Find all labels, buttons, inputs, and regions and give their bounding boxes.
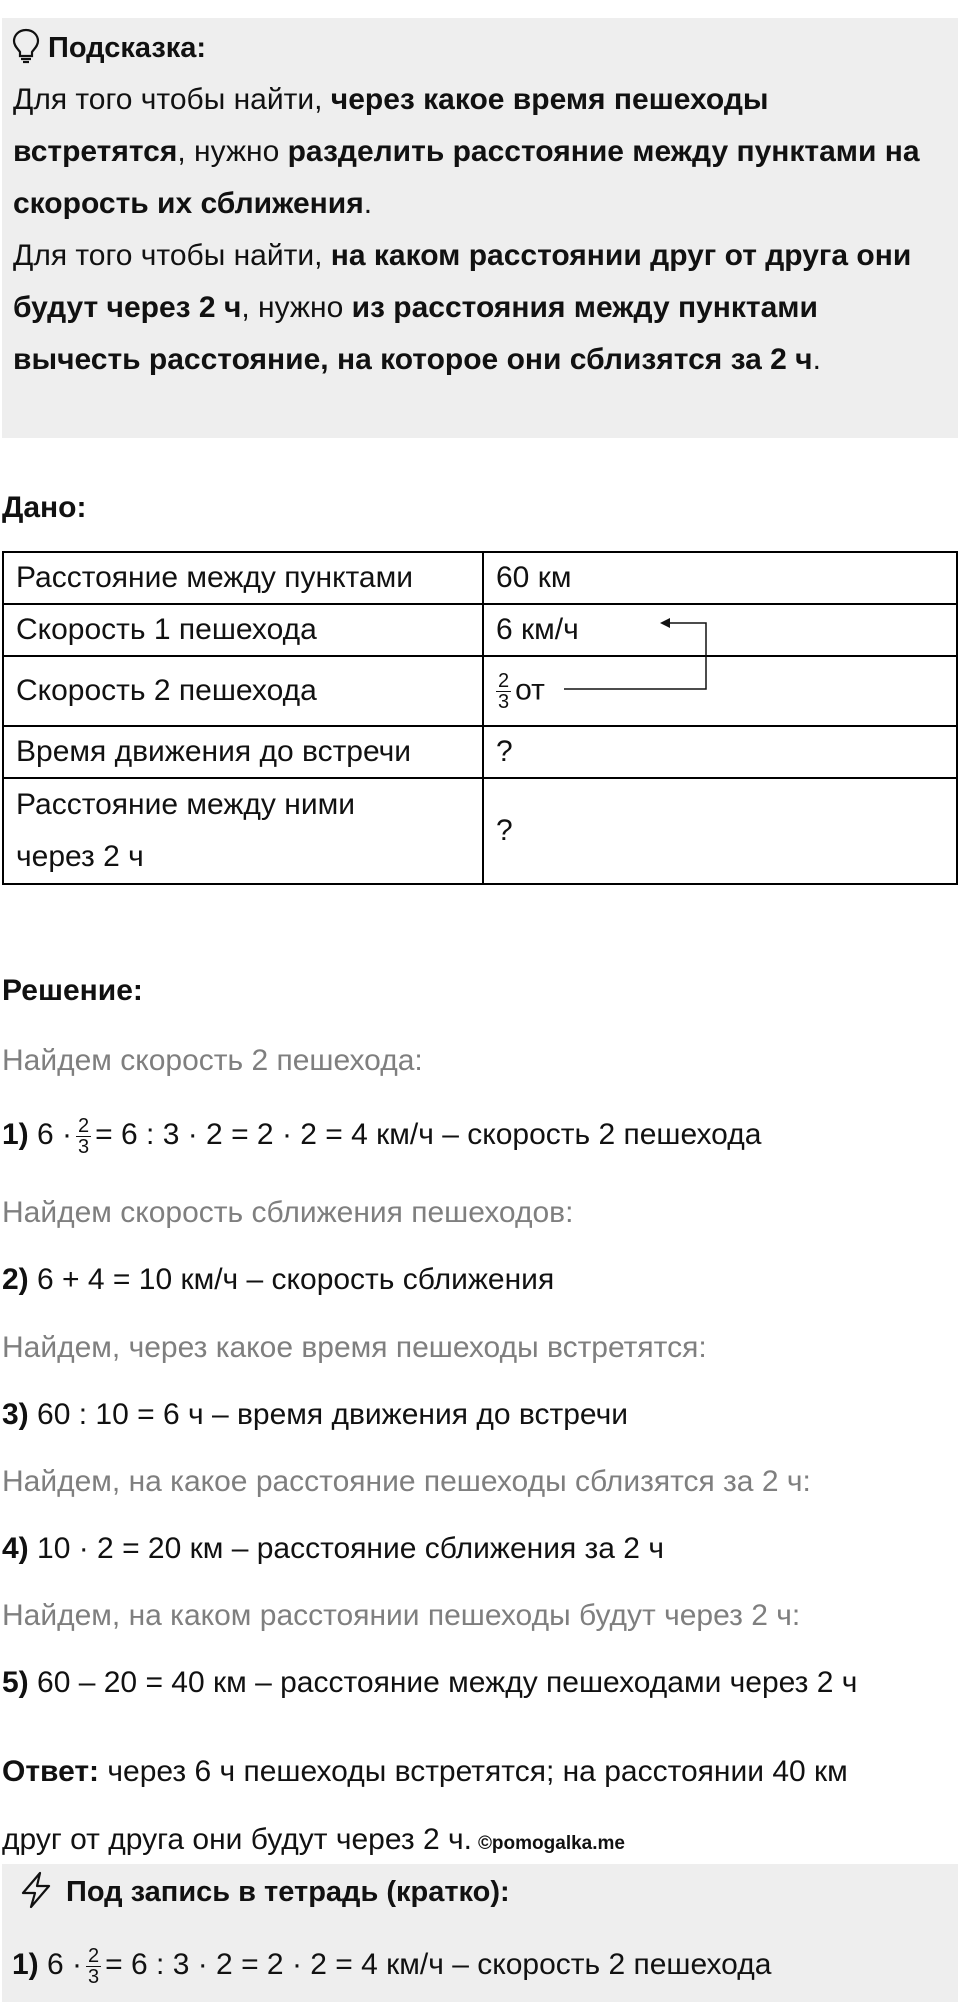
fraction-denominator: 3	[498, 690, 510, 713]
credit-watermark: ©pomogalka.me	[477, 1833, 625, 1854]
answer-text: через 6 ч пешеходы встретятся; на расстоянии 40 км	[99, 1755, 848, 1788]
given-value-cell: ?	[483, 726, 957, 778]
notes-header	[16, 1870, 510, 1914]
hint-paragraph-1	[13, 74, 948, 230]
hint-text-span: Для того чтобы найти,	[13, 239, 331, 272]
table-row	[3, 778, 957, 884]
hint-text	[13, 74, 948, 386]
fraction	[76, 1116, 91, 1157]
step5-line	[2, 1661, 857, 1705]
hint-text-span: Для того чтобы найти,	[13, 83, 331, 116]
step-number: 5)	[2, 1666, 29, 1699]
fraction-numerator: 2	[88, 1944, 100, 1967]
given-label-cell: Скорость 1 пешехода	[3, 604, 483, 656]
solution-heading: Решение:	[2, 974, 143, 1007]
answer-label: Ответ:	[2, 1755, 100, 1788]
step1-hint: Найдем скорость 2 пешехода:	[2, 1044, 423, 1077]
notes-line-1	[12, 1943, 771, 1987]
given-label-cell: Скорость 2 пешехода	[3, 656, 483, 726]
step2-line	[2, 1258, 554, 1302]
fraction-denominator: 3	[88, 1965, 100, 1988]
hint-text-span: .	[363, 187, 373, 220]
step3-line	[2, 1393, 628, 1437]
given-value-cell: 6 км/ч	[483, 604, 957, 656]
hint-text-span: , нужно	[177, 135, 288, 168]
lightning-icon	[16, 1870, 56, 1915]
table-row	[3, 726, 957, 778]
step-text: 6 + 4 = 10 км/ч – скорость сближения	[28, 1263, 555, 1296]
step4-hint: Найдем, на какое расстояние пешеходы сблизятся за 2 ч:	[2, 1465, 811, 1498]
step-text: = 6 : 3 · 2 = 2 · 2 = 4 км/ч – скорость 2 пешехода	[105, 1948, 772, 1981]
given-value-text: от	[515, 672, 545, 706]
table-row	[3, 656, 957, 726]
hint-bold-span: из расстояния между пунктами вычесть расстояние, на которое они сблизятся за 2 ч	[13, 291, 818, 376]
fraction	[86, 1946, 101, 1987]
step-number: 1)	[12, 1948, 39, 1981]
step1-line	[2, 1113, 761, 1157]
hint-header	[12, 28, 206, 68]
step5-hint: Найдем, на каком расстоянии пешеходы будут через 2 ч:	[2, 1599, 801, 1632]
step2-hint: Найдем скорость сближения пешеходов:	[2, 1196, 574, 1229]
fraction-numerator: 2	[78, 1114, 90, 1137]
answer-line-1	[2, 1738, 952, 1806]
fraction-denominator: 3	[78, 1135, 90, 1158]
step-number: 2)	[2, 1263, 29, 1296]
lightbulb-icon	[12, 28, 40, 69]
answer	[2, 1738, 952, 1878]
given-value-cell: 60 км	[483, 552, 957, 604]
fraction	[496, 671, 511, 712]
step-number: 3)	[2, 1398, 29, 1431]
answer-text: друг от друга они будут через 2 ч.	[2, 1823, 472, 1856]
hint-title: Подсказка:	[48, 31, 207, 64]
step-number: 1)	[2, 1118, 29, 1151]
given-value-cell: ?	[483, 778, 957, 884]
hint-paragraph-2	[13, 230, 948, 386]
table-row	[3, 604, 957, 656]
step-text: 10 · 2 = 20 км – расстояние сближения за 2 ч	[28, 1532, 664, 1565]
fraction-numerator: 2	[498, 669, 510, 692]
hint-bold-span: на каком расстоянии друг от друга они будут через 2 ч	[13, 239, 912, 324]
given-label-cell	[3, 778, 483, 884]
given-label-line: Расстояние между ними	[16, 788, 355, 821]
table-row	[3, 552, 957, 604]
given-label-cell: Расстояние между пунктами	[3, 552, 483, 604]
step-number: 4)	[2, 1532, 29, 1565]
hint-text-span: .	[812, 343, 821, 376]
step4-line	[2, 1527, 664, 1571]
reference-arrow	[550, 611, 720, 701]
step-text: 60 : 10 = 6 ч – время движения до встречи	[28, 1398, 628, 1431]
step-text: 6 ·	[28, 1118, 73, 1151]
given-heading: Дано:	[2, 491, 87, 524]
given-label-line: через 2 ч	[16, 840, 144, 873]
hint-text-span: , нужно	[241, 291, 352, 324]
notes-title: Под запись в тетрадь (кратко):	[66, 1875, 510, 1908]
step3-hint: Найдем, через какое время пешеходы встретятся:	[2, 1331, 707, 1364]
given-label-cell: Время движения до встречи	[3, 726, 483, 778]
step-text: 6 ·	[38, 1948, 83, 1981]
given-table	[2, 551, 958, 885]
hint-bold-span: через какое время пешеходы встретятся	[13, 83, 769, 168]
step-text: = 6 : 3 · 2 = 2 · 2 = 4 км/ч – скорость 2 пешехода	[95, 1118, 762, 1151]
step-text: 60 – 20 = 40 км – расстояние между пешеходами через 2 ч	[28, 1666, 858, 1699]
hint-bold-span: разделить расстояние между пунктами на скорость их сближения	[13, 135, 920, 220]
